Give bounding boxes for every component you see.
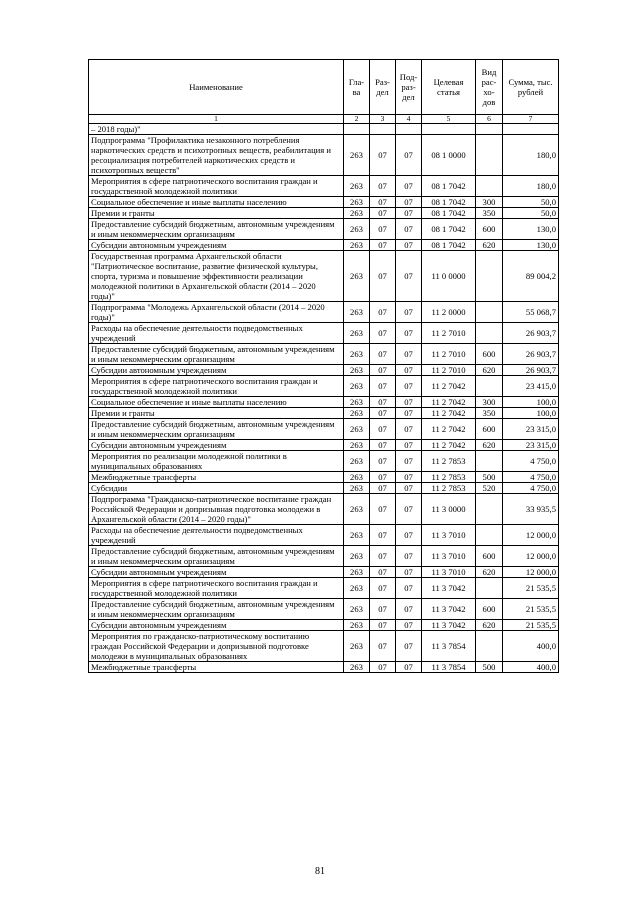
row-glava: 263 [344,208,370,219]
table-row [89,599,559,620]
row-razdel: 07 [370,176,396,197]
row-podrazdel: 07 [396,440,422,451]
row-expense-type: 520 [476,483,503,494]
row-target-article: 11 0 0000 [422,251,476,302]
row-glava: 263 [344,620,370,631]
row-razdel: 07 [370,302,396,323]
row-name: Субсидии автономным учреждениям [89,240,344,251]
row-podrazdel: 07 [396,397,422,408]
row-glava: 263 [344,599,370,620]
row-glava: 263 [344,176,370,197]
row-glava: 263 [344,419,370,440]
row-podrazdel: 07 [396,662,422,673]
row-podrazdel: 07 [396,419,422,440]
row-expense-type: 620 [476,365,503,376]
table-row [89,483,559,494]
table-row [89,208,559,219]
row-podrazdel: 07 [396,525,422,546]
row-glava: 263 [344,451,370,472]
table-row [89,323,559,344]
table-row [89,376,559,397]
header-row [89,60,559,115]
row-razdel: 07 [370,323,396,344]
row-podrazdel: 07 [396,567,422,578]
row-name: Субсидии автономным учреждениям [89,567,344,578]
table-row [89,219,559,240]
row-target-article: 08 1 0000 [422,135,476,176]
row-target-article: 11 2 7853 [422,451,476,472]
row-podrazdel: 07 [396,599,422,620]
row-expense-type: 600 [476,419,503,440]
row-name: Субсидии [89,483,344,494]
row-glava: 263 [344,472,370,483]
row-sum: 89 004,2 [503,251,559,302]
row-target-article: 08 1 7042 [422,219,476,240]
table-row [89,472,559,483]
row-target-article: 11 2 7042 [422,440,476,451]
row-sum: 23 315,0 [503,440,559,451]
row-glava: 263 [344,219,370,240]
row-sum: 50,0 [503,197,559,208]
row-sum: 26 903,7 [503,365,559,376]
row-razdel: 07 [370,440,396,451]
row-razdel: 07 [370,525,396,546]
row-sum: 12 000,0 [503,567,559,578]
row-podrazdel: 07 [396,451,422,472]
row-target-article: 08 1 7042 [422,176,476,197]
row-razdel: 07 [370,197,396,208]
table-row [89,451,559,472]
header-expense-type: Вид рас-хо-дов [476,60,503,115]
row-expense-type: 300 [476,197,503,208]
row-sum: 4 750,0 [503,483,559,494]
row-target-article [422,124,476,135]
row-podrazdel: 07 [396,135,422,176]
row-podrazdel: 07 [396,578,422,599]
row-razdel: 07 [370,419,396,440]
row-expense-type: 620 [476,240,503,251]
row-glava: 263 [344,408,370,419]
row-podrazdel: 07 [396,472,422,483]
table-row [89,344,559,365]
row-podrazdel: 07 [396,483,422,494]
row-expense-type [476,176,503,197]
row-expense-type [476,494,503,525]
row-sum: 180,0 [503,135,559,176]
row-name: Предоставление субсидий бюджетным, автономным учреждениям и иным некоммерческим организациям [89,546,344,567]
row-podrazdel: 07 [396,494,422,525]
row-expense-type: 600 [476,344,503,365]
row-expense-type [476,376,503,397]
row-razdel: 07 [370,397,396,408]
table-row [89,135,559,176]
table-body [89,124,559,673]
row-razdel: 07 [370,546,396,567]
row-expense-type [476,135,503,176]
row-podrazdel: 07 [396,365,422,376]
row-razdel: 07 [370,494,396,525]
row-name: Социальное обеспечение и иные выплаты населению [89,197,344,208]
row-target-article: 11 2 7042 [422,397,476,408]
table-row [89,176,559,197]
row-name: Мероприятия в сфере патриотического воспитания граждан и государственной молодежной политики [89,376,344,397]
row-sum: 12 000,0 [503,546,559,567]
table-row [89,302,559,323]
row-sum: 4 750,0 [503,472,559,483]
row-target-article: 11 2 7853 [422,472,476,483]
row-glava [344,124,370,135]
row-target-article: 11 2 7010 [422,323,476,344]
row-target-article: 11 3 7854 [422,662,476,673]
row-expense-type: 600 [476,219,503,240]
row-sum: 21 535,5 [503,578,559,599]
row-target-article: 11 2 0000 [422,302,476,323]
row-name: Подпрограмма "Профилактика незаконного потребления наркотических средств и психотропных веществ, реабилитация и ресоциализация потребителей наркотических средств и психотропных веществ" [89,135,344,176]
row-glava: 263 [344,662,370,673]
row-glava: 263 [344,440,370,451]
row-podrazdel: 07 [396,302,422,323]
row-sum: 26 903,7 [503,344,559,365]
row-name: Мероприятия в сфере патриотического воспитания граждан и государственной молодежной политики [89,176,344,197]
row-razdel: 07 [370,631,396,662]
row-expense-type: 600 [476,546,503,567]
row-name: Премии и гранты [89,208,344,219]
row-target-article: 11 3 7010 [422,546,476,567]
row-expense-type [476,451,503,472]
table-row [89,251,559,302]
row-razdel: 07 [370,451,396,472]
row-target-article: 11 2 7042 [422,419,476,440]
row-expense-type: 350 [476,408,503,419]
table-row [89,397,559,408]
row-razdel: 07 [370,251,396,302]
row-expense-type [476,578,503,599]
table-row [89,620,559,631]
table-row [89,578,559,599]
row-name: Межбюджетные трансферты [89,662,344,673]
row-glava: 263 [344,376,370,397]
row-target-article: 11 3 0000 [422,494,476,525]
row-sum: 180,0 [503,176,559,197]
row-sum: 23 415,0 [503,376,559,397]
row-sum: 130,0 [503,219,559,240]
row-sum: 26 903,7 [503,323,559,344]
row-sum: 400,0 [503,662,559,673]
row-podrazdel: 07 [396,620,422,631]
row-sum: 130,0 [503,240,559,251]
row-podrazdel: 07 [396,546,422,567]
row-target-article: 11 3 7854 [422,631,476,662]
row-razdel: 07 [370,578,396,599]
table-row [89,662,559,673]
row-glava: 263 [344,494,370,525]
table-row [89,494,559,525]
row-razdel: 07 [370,483,396,494]
row-name: Мероприятия по реализации молодежной политики в муниципальных образованиях [89,451,344,472]
row-podrazdel: 07 [396,197,422,208]
row-target-article: 11 3 7042 [422,599,476,620]
budget-table [88,59,559,673]
row-glava: 263 [344,578,370,599]
row-podrazdel [396,124,422,135]
row-target-article: 11 2 7042 [422,408,476,419]
row-expense-type [476,124,503,135]
row-razdel: 07 [370,408,396,419]
header-podrazdel: Под-раз-дел [396,60,422,115]
row-razdel: 07 [370,208,396,219]
row-razdel: 07 [370,365,396,376]
header-target-article: Целевая статья [422,60,476,115]
table-row [89,567,559,578]
table-row [89,124,559,135]
row-name: Предоставление субсидий бюджетным, автономным учреждениям и иным некоммерческим организациям [89,599,344,620]
row-expense-type [476,251,503,302]
row-expense-type: 600 [476,599,503,620]
row-target-article: 11 3 7042 [422,578,476,599]
header-name: Наименование [89,60,344,115]
row-sum: 50,0 [503,208,559,219]
row-name: Предоставление субсидий бюджетным, автономным учреждениям и иным некоммерческим организациям [89,344,344,365]
row-target-article: 11 2 7853 [422,483,476,494]
row-name: Субсидии автономным учреждениям [89,440,344,451]
row-target-article: 11 3 7010 [422,567,476,578]
header-sum: Сумма, тыс. рублей [503,60,559,115]
row-target-article: 11 3 7010 [422,525,476,546]
row-glava: 263 [344,546,370,567]
row-sum: 100,0 [503,397,559,408]
row-name: Социальное обеспечение и иные выплаты населению [89,397,344,408]
row-podrazdel: 07 [396,240,422,251]
row-target-article: 08 1 7042 [422,240,476,251]
table-row [89,631,559,662]
table-row [89,525,559,546]
row-razdel: 07 [370,219,396,240]
row-expense-type: 620 [476,567,503,578]
row-expense-type: 500 [476,472,503,483]
row-podrazdel: 07 [396,219,422,240]
table-row [89,546,559,567]
row-razdel: 07 [370,567,396,578]
row-glava: 263 [344,397,370,408]
row-razdel: 07 [370,135,396,176]
row-name: Государственная программа Архангельской области "Патриотическое воспитание, развитие физической культуры, спорта, туризма и повышение эффективности реализации молодежной политики в Архангельской области (2014 – 2020 годы)" [89,251,344,302]
row-name: Межбюджетные трансферты [89,472,344,483]
row-sum: 100,0 [503,408,559,419]
budget-sheet [88,59,558,673]
row-name: Мероприятия по гражданско-патриотическому воспитанию граждан Российской Федерации и допризывной подготовке молодежи в муниципальных образованиях [89,631,344,662]
row-glava: 263 [344,525,370,546]
row-sum: 21 535,5 [503,599,559,620]
row-name: – 2018 годы)" [89,124,344,135]
table-row [89,365,559,376]
row-target-article: 11 2 7042 [422,376,476,397]
row-name: Расходы на обеспечение деятельности подведомственных учреждений [89,525,344,546]
row-target-article: 08 1 7042 [422,197,476,208]
row-expense-type [476,525,503,546]
row-podrazdel: 07 [396,208,422,219]
row-glava: 263 [344,323,370,344]
row-target-article: 08 1 7042 [422,208,476,219]
row-glava: 263 [344,251,370,302]
row-sum: 23 315,0 [503,419,559,440]
row-glava: 263 [344,197,370,208]
column-number: 7 [503,115,559,124]
row-glava: 263 [344,135,370,176]
column-number-row [89,115,559,124]
row-sum: 21 535,5 [503,620,559,631]
row-podrazdel: 07 [396,323,422,344]
row-razdel: 07 [370,599,396,620]
row-sum [503,124,559,135]
table-row [89,240,559,251]
row-podrazdel: 07 [396,344,422,365]
row-name: Субсидии автономным учреждениям [89,365,344,376]
row-name: Предоставление субсидий бюджетным, автономным учреждениям и иным некоммерческим организациям [89,419,344,440]
row-sum: 4 750,0 [503,451,559,472]
row-glava: 263 [344,240,370,251]
row-razdel [370,124,396,135]
row-expense-type [476,302,503,323]
row-sum: 400,0 [503,631,559,662]
header-razdel: Раз-дел [370,60,396,115]
row-expense-type: 620 [476,620,503,631]
row-razdel: 07 [370,662,396,673]
row-razdel: 07 [370,620,396,631]
row-name: Премии и гранты [89,408,344,419]
row-razdel: 07 [370,376,396,397]
row-podrazdel: 07 [396,631,422,662]
row-name: Мероприятия в сфере патриотического воспитания граждан и государственной молодежной политики [89,578,344,599]
row-sum: 55 068,7 [503,302,559,323]
row-sum: 12 000,0 [503,525,559,546]
row-glava: 263 [344,631,370,662]
row-expense-type: 500 [476,662,503,673]
row-name: Расходы на обеспечение деятельности подведомственных учреждений [89,323,344,344]
column-number: 3 [370,115,396,124]
column-number: 2 [344,115,370,124]
row-target-article: 11 2 7010 [422,344,476,365]
row-podrazdel: 07 [396,376,422,397]
row-expense-type: 350 [476,208,503,219]
row-expense-type [476,631,503,662]
row-glava: 263 [344,344,370,365]
page-number: 81 [315,866,325,877]
table-row [89,197,559,208]
table-row [89,440,559,451]
row-podrazdel: 07 [396,251,422,302]
table-row [89,408,559,419]
column-number: 4 [396,115,422,124]
row-razdel: 07 [370,472,396,483]
column-number: 1 [89,115,344,124]
row-glava: 263 [344,365,370,376]
row-glava: 263 [344,483,370,494]
row-expense-type: 300 [476,397,503,408]
row-razdel: 07 [370,240,396,251]
row-target-article: 11 3 7042 [422,620,476,631]
column-number: 6 [476,115,503,124]
column-number: 5 [422,115,476,124]
header-glava: Гла-ва [344,60,370,115]
row-expense-type [476,323,503,344]
row-glava: 263 [344,567,370,578]
row-podrazdel: 07 [396,176,422,197]
row-glava: 263 [344,302,370,323]
row-expense-type: 620 [476,440,503,451]
row-name: Предоставление субсидий бюджетным, автономным учреждениям и иным некоммерческим организациям [89,219,344,240]
table-row [89,419,559,440]
row-podrazdel: 07 [396,408,422,419]
row-razdel: 07 [370,344,396,365]
row-target-article: 11 2 7010 [422,365,476,376]
row-name: Подпрограмма "Гражданско-патриотическое воспитание граждан Российской Федерации и допризывная подготовка молодежи в Архангельской области (2014 – 2020 годы)" [89,494,344,525]
row-name: Подпрограмма "Молодежь Архангельской области (2014 – 2020 годы)" [89,302,344,323]
row-name: Субсидии автономным учреждениям [89,620,344,631]
row-sum: 33 935,5 [503,494,559,525]
